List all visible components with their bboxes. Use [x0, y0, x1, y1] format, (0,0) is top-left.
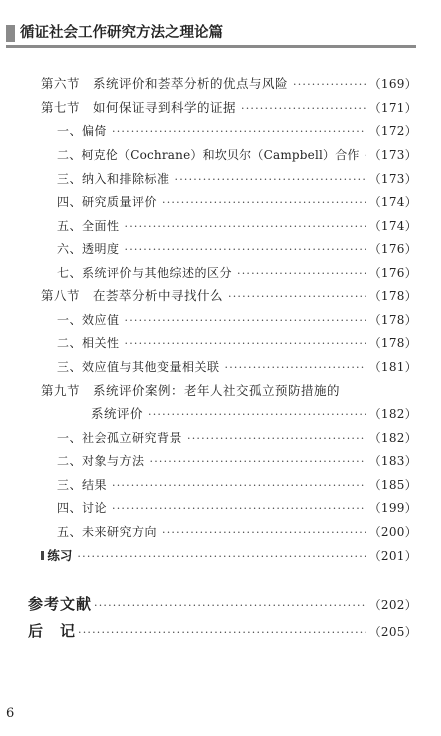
toc-entry-subsection[interactable]	[57, 262, 417, 284]
leader-dots	[125, 216, 366, 238]
toc-entry-subsection[interactable]	[57, 521, 417, 543]
toc-entry-page: （185）	[368, 478, 417, 492]
leader-dots	[148, 404, 366, 426]
book-title: 循证社会工作研究方法之理论篇	[20, 25, 223, 41]
toc-entry-label: 四、讨论	[57, 501, 108, 515]
leader-dots	[94, 595, 366, 617]
toc-entry-page: （199）	[368, 501, 417, 515]
toc-entry-subsection[interactable]	[57, 144, 417, 166]
leader-dots	[293, 74, 366, 96]
leader-dots	[225, 357, 366, 379]
toc-entry-page: （205）	[368, 625, 417, 639]
toc-entry-label: 七、系统评价与其他综述的区分	[57, 266, 233, 280]
toc-entry-page: （174）	[368, 195, 417, 209]
toc-entry-page: （176）	[368, 242, 417, 256]
leader-dots	[125, 310, 366, 332]
toc-entry-section[interactable]	[41, 285, 417, 307]
toc-entry-label: 一、偏倚	[57, 124, 108, 138]
toc-entry-label: 二、柯克伦（Cochrane）和坎贝尔（Campbell）合作	[57, 148, 360, 162]
toc-entry-afterword[interactable]	[28, 620, 417, 642]
toc-entry-page: （183）	[368, 454, 417, 468]
toc-entry-label: 第七节 如何保证寻到科学的证据	[41, 100, 237, 115]
toc-entry-label: 三、结果	[57, 478, 108, 492]
toc-entry-page: （200）	[368, 525, 417, 539]
toc-entry-subsection[interactable]	[57, 191, 417, 213]
toc-entry-subsection[interactable]	[57, 215, 417, 237]
toc-entry-label: 第六节 系统评价和荟萃分析的优点与风险	[41, 76, 289, 91]
toc-entry-page: （178）	[368, 313, 417, 327]
toc-entry-subsection[interactable]	[57, 450, 417, 472]
leader-dots	[125, 239, 366, 261]
leader-dots	[112, 121, 366, 143]
leader-dots	[125, 333, 366, 355]
toc-entry-page: （181）	[368, 360, 417, 374]
toc-entry-label: 练习	[47, 548, 73, 563]
toc-entry-label: 第八节 在荟萃分析中寻找什么	[41, 288, 224, 303]
leader-dots	[187, 428, 366, 450]
leader-dots	[228, 286, 366, 308]
square-bullet-icon	[41, 551, 44, 560]
toc-entry-label: 系统评价	[91, 406, 144, 421]
toc-entry-subsection[interactable]	[57, 356, 417, 378]
leader-dots	[162, 192, 366, 214]
toc-entry-page: （171）	[368, 101, 417, 115]
toc-entry-page: （182）	[368, 431, 417, 445]
toc-entry-label: 六、透明度	[57, 242, 120, 256]
toc-entry-section[interactable]	[41, 380, 417, 402]
toc-entry-page: （174）	[368, 219, 417, 233]
toc-entry-page: （182）	[368, 407, 417, 421]
toc-entry-page: （178）	[368, 336, 417, 350]
leader-dots	[241, 98, 366, 120]
leader-dots	[237, 263, 366, 285]
toc-entry-section-continued[interactable]	[91, 403, 417, 425]
toc-entry-page: （173）	[368, 172, 417, 186]
toc-entry-label: 第九节 系统评价案例：老年人社交孤立预防措施的	[41, 383, 341, 398]
toc-entry-page: （178）	[368, 289, 417, 303]
leader-dots	[77, 546, 365, 568]
leader-dots	[365, 145, 366, 167]
toc-entry-subsection[interactable]	[57, 238, 417, 260]
toc-entry-subsection[interactable]	[57, 309, 417, 331]
leader-dots	[78, 622, 366, 644]
toc-entry-subsection[interactable]	[57, 427, 417, 449]
toc-entry-subsection[interactable]	[57, 497, 417, 519]
toc-entry-subsection[interactable]	[57, 168, 417, 190]
toc-entry-page: （201）	[368, 549, 417, 563]
leader-dots	[112, 475, 366, 497]
toc-entry-label: 一、效应值	[57, 313, 120, 327]
page-number: 6	[6, 706, 15, 721]
toc-entry-label: 一、社会孤立研究背景	[57, 431, 183, 445]
toc-entry-subsection[interactable]	[57, 332, 417, 354]
toc-entry-exercises[interactable]	[41, 545, 417, 567]
toc-entry-label: 三、纳入和排除标准	[57, 172, 170, 186]
toc-entry-label: 五、全面性	[57, 219, 120, 233]
leader-dots	[175, 169, 366, 191]
toc-entry-subsection[interactable]	[57, 474, 417, 496]
toc-entry-subsection[interactable]	[57, 120, 417, 142]
toc-entry-page: （176）	[368, 266, 417, 280]
leader-dots	[162, 522, 366, 544]
toc-entry-label: 参考文献	[28, 595, 93, 613]
toc-entry-page: （202）	[368, 598, 417, 612]
toc-entry-label: 三、效应值与其他变量相关联	[57, 360, 220, 374]
toc-entry-page: （173）	[368, 148, 417, 162]
toc-entry-page: （169）	[368, 77, 417, 91]
toc-entry-page: （172）	[368, 124, 417, 138]
toc-entry-label: 二、相关性	[57, 336, 120, 350]
toc-entry-label: 后 记	[28, 622, 77, 640]
leader-dots	[112, 498, 366, 520]
toc-entry-label: 五、未来研究方向	[57, 525, 158, 539]
toc-entry-label: 四、研究质量评价	[57, 195, 158, 209]
toc-entry-section[interactable]	[41, 97, 417, 119]
toc-entry-section[interactable]	[41, 73, 417, 95]
toc-entry-references[interactable]	[28, 593, 417, 615]
toc-entry-label: 二、对象与方法	[57, 454, 145, 468]
leader-dots	[150, 451, 366, 473]
